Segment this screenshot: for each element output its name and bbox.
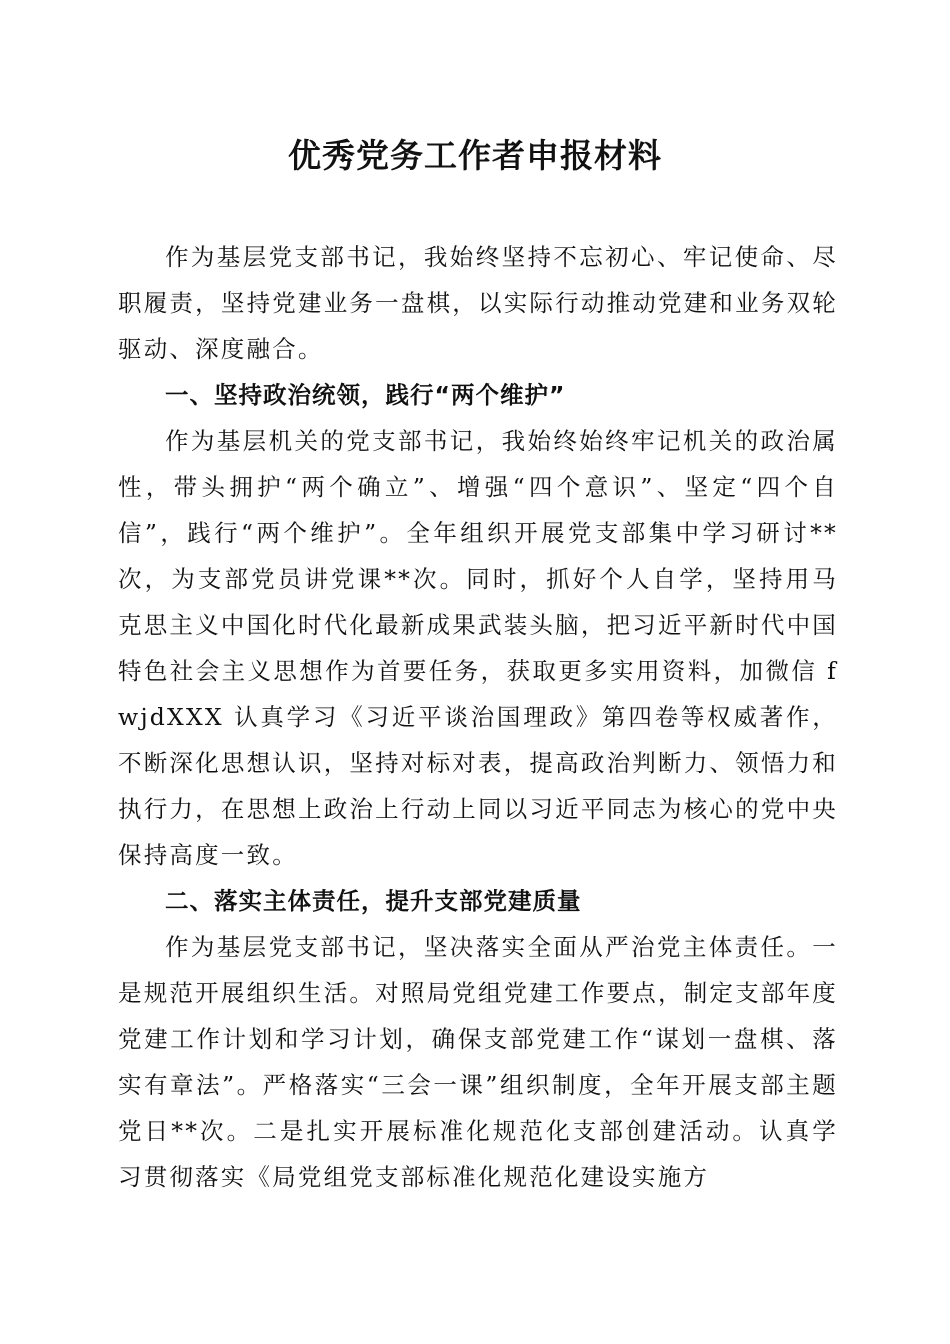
intro-paragraph: 作为基层党支部书记，我始终坚持不忘初心、牢记使命、尽职履责，坚持党建业务一盘棋，以实际行动推动党建和业务双轮驱动、深度融合。 — [118, 243, 838, 363]
section-2-paragraph: 作为基层党支部书记，坚决落实全面从严治党主体责任。一是规范开展组织生活。对照局党组党建工作要点，制定支部年度党建工作计划和学习计划，确保支部党建工作“谋划一盘棋、落实有章法”。严格落实“三会一课”组织制度，全年开展支部主题党日**次。二是扎实开展标准化规范化支部创建活动。认真学习贯彻落实《局党组党支部标准化规范化建设实施方 — [118, 933, 838, 1191]
section-heading-1: 一、坚持政治统领，践行“两个维护” — [165, 381, 566, 409]
document-title: 优秀党务工作者申报材料 — [288, 136, 662, 175]
document-body — [118, 234, 838, 1200]
section-heading-2: 二、落实主体责任，提升支部党建质量 — [165, 887, 582, 915]
section-1-paragraph: 作为基层机关的党支部书记，我始终始终牢记机关的政治属性，带头拥护“两个确立”、增强“四个意识”、坚定“四个自信”，践行“两个维护”。全年组织开展党支部集中学习研讨**次，为支部党员讲党课**次。同时，抓好个人自学，坚持用马克思主义中国化时代化最新成果武装头脑，把习近平新时代中国特色社会主义思想作为首要任务，获取更多实用资料，加微信 fwjdXXX 认真学习《习近平谈治国理政》第四卷等权威著作，不断深化思想认识，坚持对标对表，提高政治判断力、领悟力和执行力，在思想上政治上行动上同以习近平同志为核心的党中央保持高度一致。 — [118, 427, 838, 869]
